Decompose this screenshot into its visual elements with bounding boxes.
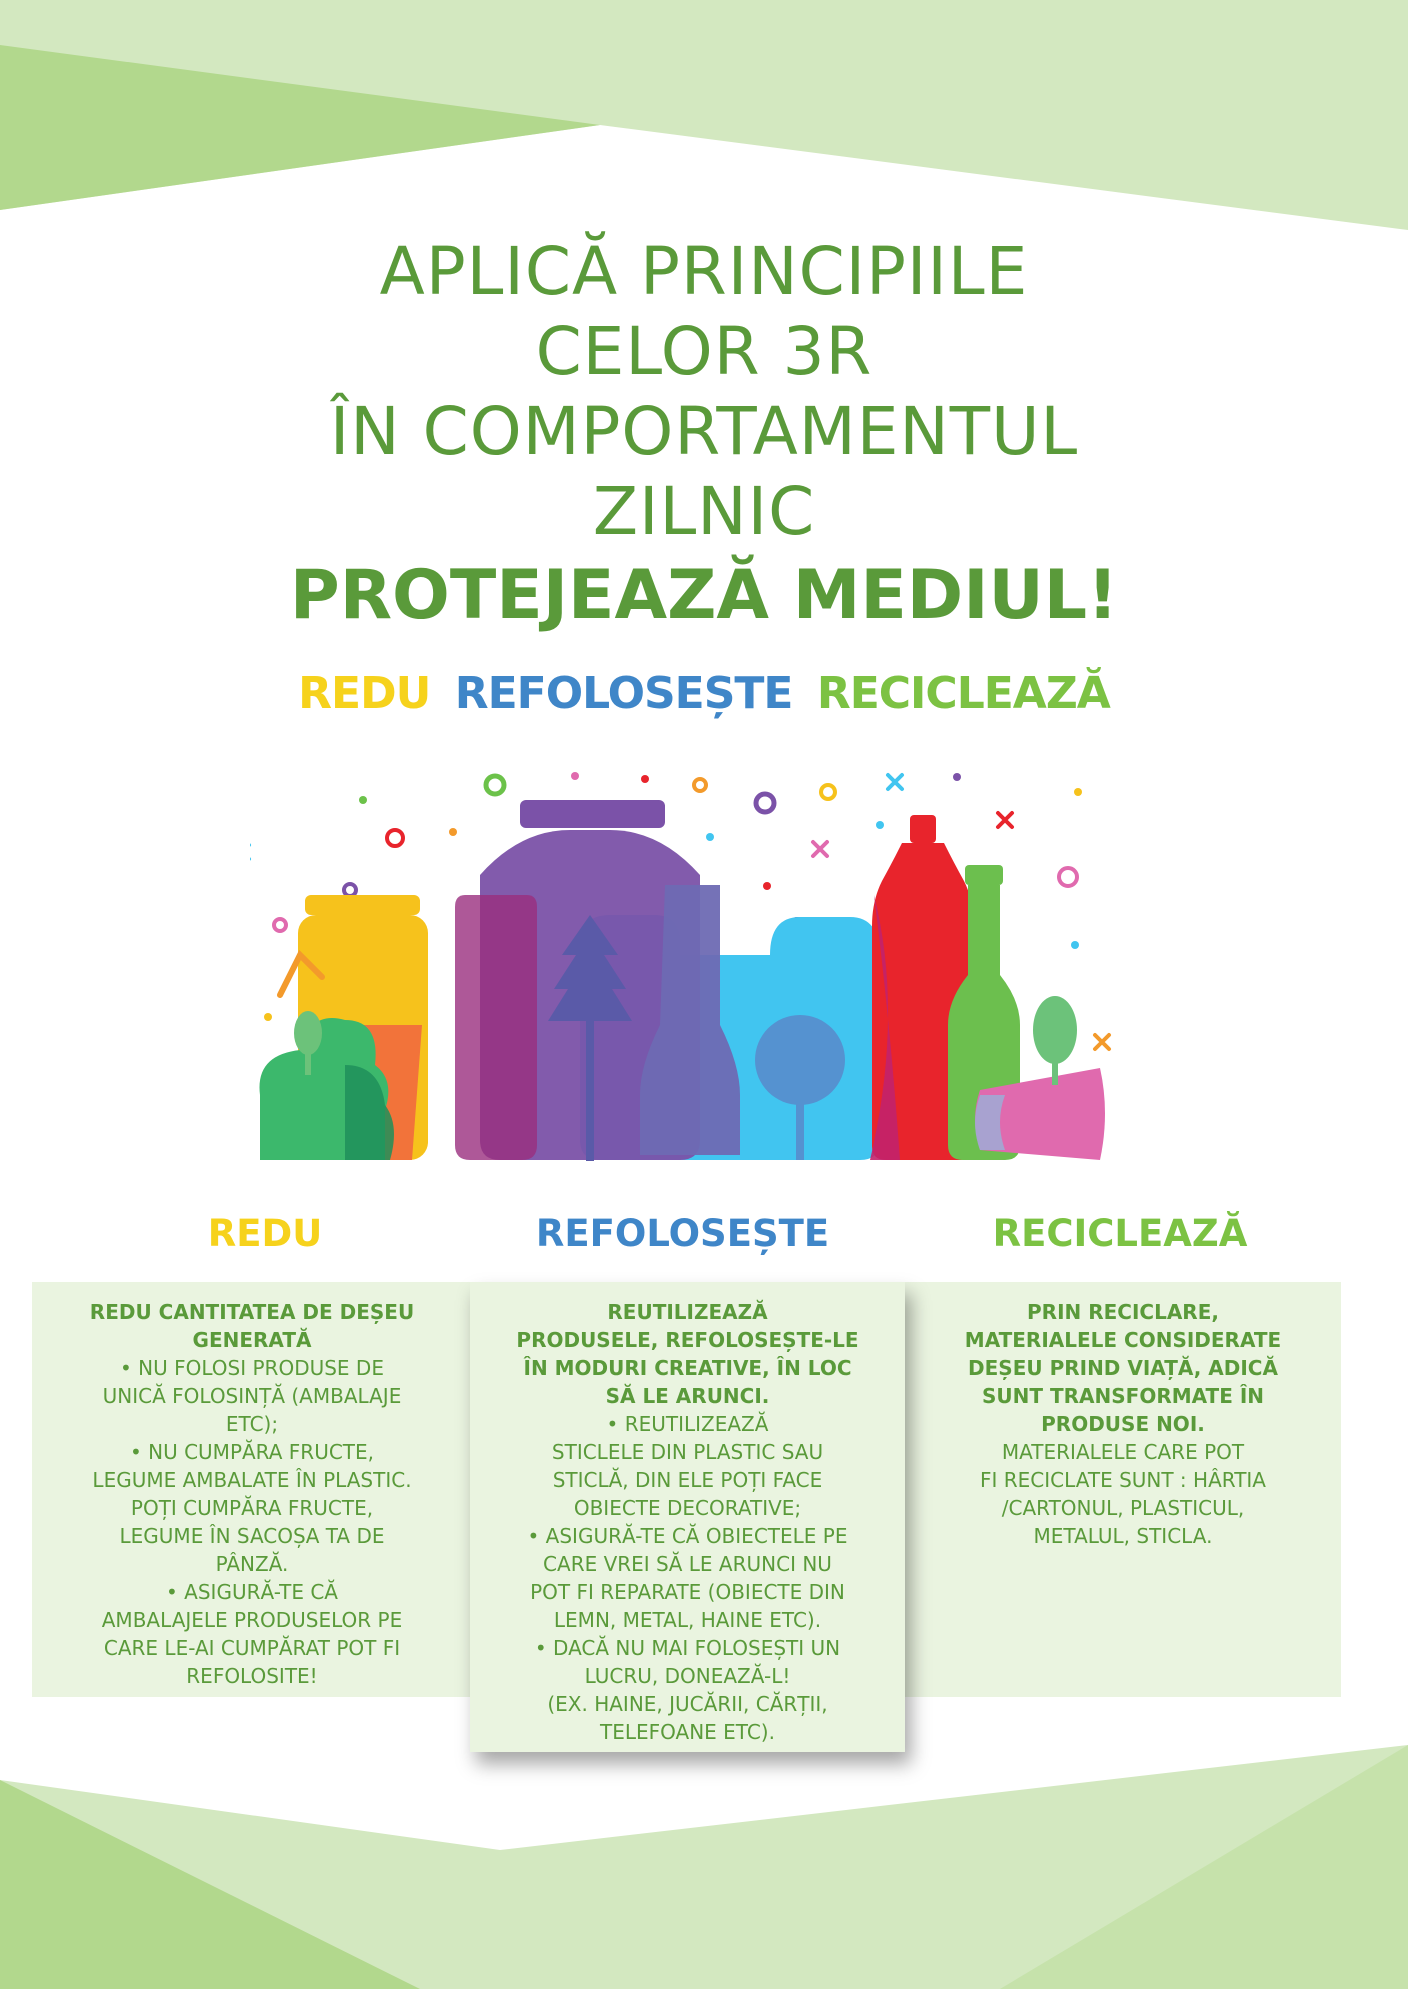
panel-text-line: CARE VREI SĂ LE ARUNCI NU: [543, 1552, 832, 1576]
confetti-dot-icon: [1071, 941, 1079, 949]
confetti-dot-icon: [876, 821, 884, 829]
panel-recicleaza: [905, 1282, 1341, 1697]
confetti-ring-icon: [387, 830, 403, 846]
red-bottle-cap-shape: [910, 815, 936, 843]
panel-refoloseste: [470, 1282, 905, 1752]
panel-text-line: OBIECTE DECORATIVE;: [573, 1496, 802, 1520]
panel-text-line: REFOLOSITE!: [186, 1664, 318, 1688]
green-bottle-cap-shape: [965, 865, 1003, 885]
confetti-dot-icon: [706, 833, 714, 841]
confetti-dot-icon: [763, 882, 771, 890]
panel-text-line: • DACĂ NU MAI FOLOSEȘTI UN: [534, 1636, 841, 1660]
panel-text-line: PRODUSELE, REFOLOSEȘTE-LE: [516, 1328, 859, 1352]
title-line-1: APLICĂ PRINCIPIILE: [379, 233, 1029, 310]
panel-text-line: AMBALAJELE PRODUSELOR PE: [101, 1608, 403, 1632]
confetti-dot-icon: [359, 796, 367, 804]
confetti-ring-icon: [1059, 868, 1077, 886]
title-slogan: PROTEJEAZĂ MEDIUL!: [289, 556, 1119, 635]
panel-text-line: PRODUSE NOI.: [1041, 1412, 1205, 1436]
big-jar-lid-shape: [520, 800, 665, 828]
panel-text-line: • ASIGURĂ-TE CĂ OBIECTELE PE: [527, 1524, 848, 1548]
panel-text-line: FI RECICLATE SUNT : HÂRTIA: [980, 1468, 1266, 1492]
panel-text-line: METALUL, STICLA.: [1033, 1524, 1213, 1548]
three-r-tagline: [0, 668, 1408, 719]
panel-text-line: STICLĂ, DIN ELE POȚI FACE: [552, 1468, 823, 1492]
panel-text-line: POȚI CUMPĂRA FRUCTE,: [130, 1496, 374, 1520]
panel-text-line: POT FI REPARATE (OBIECTE DIN: [530, 1580, 845, 1604]
panel-text-line: ÎN MODURI CREATIVE, ÎN LOC: [523, 1356, 852, 1380]
confetti-ring-icon: [344, 884, 356, 896]
panel-text-line: REDU CANTITATEA DE DEȘEU: [89, 1300, 415, 1324]
panel-text-line: UNICĂ FOLOSINȚĂ (AMBALAJE: [102, 1384, 402, 1408]
panel-text-line: DEȘEU PRIND VIAȚĂ, ADICĂ: [968, 1356, 1278, 1380]
panel-text-line: LEGUME AMBALATE ÎN PLASTIC.: [92, 1468, 412, 1492]
panel-text-line: TELEFOANE ETC).: [600, 1720, 775, 1744]
jar-lid-shape: [305, 895, 420, 915]
panel-text-line: ETC);: [225, 1412, 279, 1436]
confetti-dot-icon: [953, 773, 961, 781]
panel-text-line: • NU CUMPĂRA FRUCTE,: [129, 1440, 375, 1464]
panel-text-line: SĂ LE ARUNCI.: [605, 1384, 770, 1408]
panel-text-line: LEGUME ÎN SACOȘA TA DE: [119, 1524, 385, 1548]
panel-text-line: • NU FOLOSI PRODUSE DE: [120, 1356, 384, 1380]
tagline-recicleaza: RECICLEAZĂ: [816, 668, 1110, 719]
confetti-dot-icon: [641, 775, 649, 783]
panel-text-line: SUNT TRANSFORMATE ÎN: [982, 1384, 1264, 1408]
panel-text-line: • ASIGURĂ-TE CĂ: [166, 1580, 338, 1604]
panel-text-line: CARE LE-AI CUMPĂRAT POT FI: [103, 1636, 401, 1660]
confetti-ring-icon: [694, 779, 706, 791]
heading-refoloseste: REFOLOSEȘTE: [535, 1212, 830, 1255]
panel-text-line: (EX. HAINE, JUCĂRII, CĂRȚII,: [547, 1692, 828, 1716]
panel-text-line: REUTILIZEAZĂ: [607, 1300, 768, 1324]
panel-text-line: STICLELE DIN PLASTIC SAU: [551, 1440, 824, 1464]
panel-text-line: /CARTONUL, PLASTICUL,: [1001, 1496, 1245, 1520]
confetti-ring-icon: [756, 794, 774, 812]
title-line-4: ZILNIC: [592, 473, 816, 550]
tagline-refoloseste: REFOLOSEȘTE: [454, 668, 793, 719]
confetti-ring-icon: [821, 785, 835, 799]
confetti-dot-icon: [1074, 788, 1082, 796]
panel-text-line: PRIN RECICLARE,: [1027, 1300, 1219, 1324]
page-title: [0, 232, 1408, 640]
panel-text-line: LUCRU, DONEAZĂ-L!: [584, 1664, 791, 1688]
panel-text-line: MATERIALELE CARE POT: [1001, 1440, 1245, 1464]
title-line-2: CELOR 3R: [535, 313, 873, 390]
confetti-dot-icon: [264, 1013, 272, 1021]
panel-text-line: GENERATĂ: [192, 1328, 312, 1352]
title-line-3: ÎN COMPORTAMENTUL: [329, 393, 1079, 470]
heading-redu: REDU: [207, 1212, 323, 1255]
panel-text-line: PÂNZĂ.: [215, 1552, 289, 1576]
recycling-containers-illustration: [250, 765, 1130, 1165]
tagline-redu: REDU: [298, 668, 431, 719]
panel-text-line: LEMN, METAL, HAINE ETC).: [553, 1608, 822, 1632]
bottle-shape: [455, 895, 537, 1160]
panel-redu: [32, 1282, 472, 1697]
confetti-ring-icon: [486, 776, 504, 794]
panel-text-line: MATERIALELE CONSIDERATE: [964, 1328, 1282, 1352]
heading-recicleaza: RECICLEAZĂ: [992, 1212, 1248, 1255]
confetti-dot-icon: [449, 828, 457, 836]
confetti-dot-icon: [571, 772, 579, 780]
panel-text-line: • REUTILIZEAZĂ: [606, 1412, 769, 1436]
confetti-ring-icon: [274, 919, 286, 931]
